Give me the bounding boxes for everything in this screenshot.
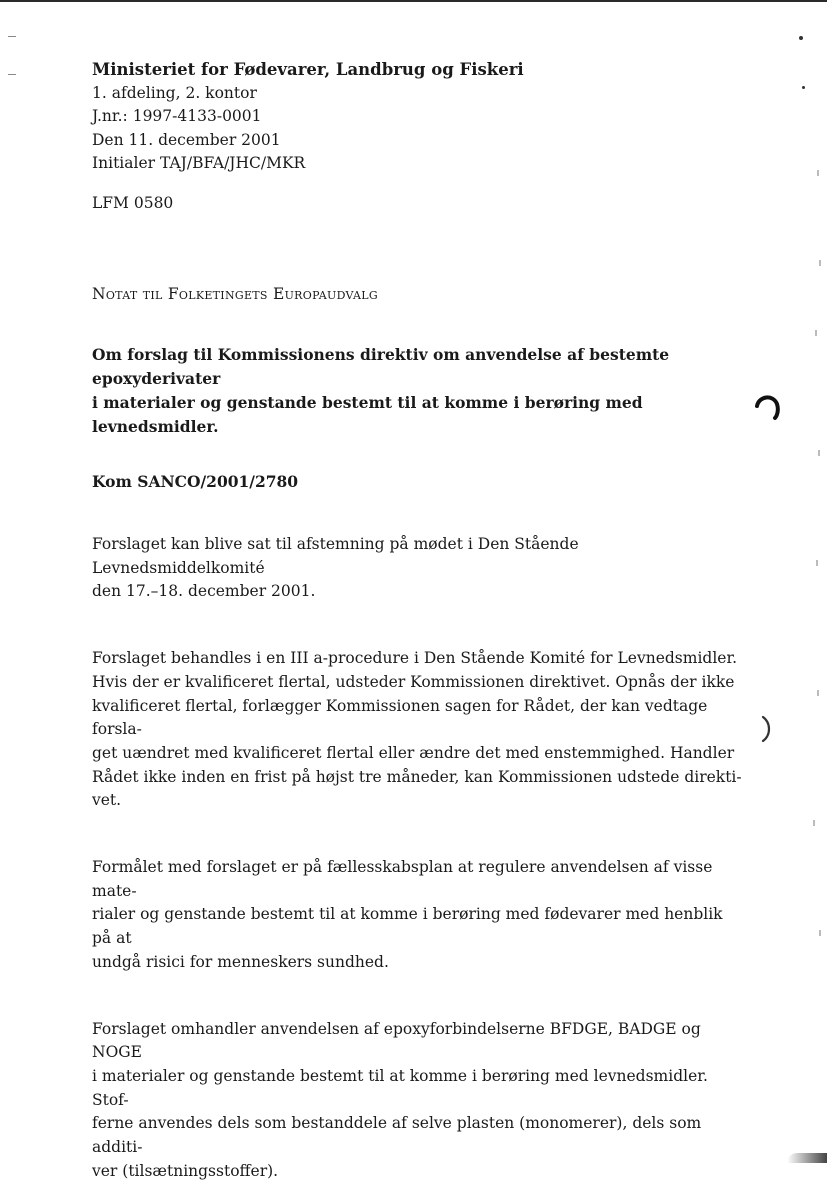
paragraph-line: get uændret med kvalificeret flertal eller ændre det med enstemmighed. Handler [92, 743, 735, 762]
paragraph-procedure [92, 647, 742, 813]
document-date: Den 11. december 2001 [92, 130, 281, 149]
scan-speck [817, 690, 819, 696]
paragraph-line: Forslaget behandles i en III a-procedure i Den Stående Komité for Levnedsmidler. [92, 649, 738, 668]
scan-speck [816, 560, 818, 566]
paragraph-line: Rådet ikke inden en frist på højst tre måneder, kan Kommissionen udstede direkti- [92, 767, 742, 786]
paragraph-purpose [92, 856, 742, 975]
scan-speck [813, 820, 815, 826]
paragraph-line: kvalificeret flertal, forlægger Kommissionen sagen for Rådet, der kan vedtage forsla- [92, 696, 708, 739]
journal-number: J.nr.: 1997-4133-0001 [92, 107, 262, 125]
scan-top-border [0, 0, 827, 2]
paragraph-line: rialer og genstande bestemt til at komme i berøring med fødevarer med henblik på at [92, 905, 723, 948]
scan-corner-smudge [787, 1153, 827, 1163]
scan-speck [818, 450, 820, 456]
paragraph-line: ver (tilsætningsstoffer). [92, 1161, 279, 1180]
scan-speck [799, 36, 803, 40]
paragraph-line: Formålet med forslaget er på fællesskabsplan at regulere anvendelsen af visse mate- [92, 858, 713, 900]
paragraph-line: vet. [92, 791, 122, 810]
letterhead [92, 58, 742, 176]
scan-speck [8, 36, 16, 37]
scan-speck [815, 330, 817, 336]
document-page [92, 58, 742, 1183]
scan-mark-arc [753, 392, 783, 422]
paragraph-scope [92, 1018, 742, 1183]
paragraph-line: Hvis der er kvalificeret flertal, udsteder Kommissionen direktivet. Opnås der ikke [92, 672, 735, 691]
reference-code: LFM 0580 [92, 193, 174, 212]
scan-mark-paren [759, 714, 775, 744]
scan-speck [819, 930, 821, 936]
paragraph-line: den 17.–18. december 2001. [92, 582, 316, 601]
paragraph-line: Forslaget kan blive sat til afstemning på mødet i Den Stående Levnedsmiddelkomité [92, 535, 579, 577]
document-title: Notat til Folketingets Europaudvalg [92, 285, 378, 303]
paragraph-voting [92, 533, 742, 604]
initials-line: Initialer TAJ/BFA/JHC/MKR [92, 154, 306, 172]
paragraph-line: i materialer og genstande bestemt til at komme i berøring med levnedsmidler. Stof- [92, 1066, 708, 1109]
paragraph-line: ferne anvendes dels som bestanddele af selve plasten (monomerer), dels som additi- [92, 1114, 702, 1157]
ministry-name: Ministeriet for Fødevarer, Landbrug og Fiskeri [92, 60, 524, 79]
subject-line-1: Om forslag til Kommissionens direktiv om anvendelse af bestemte epoxyderivater [92, 345, 670, 388]
paragraph-line: Forslaget omhandler anvendelsen af epoxyforbindelserne BFDGE, BADGE og NOGE [92, 1019, 701, 1062]
department-line: 1. afdeling, 2. kontor [92, 83, 257, 102]
kom-reference: Kom SANCO/2001/2780 [92, 472, 299, 491]
subject-heading [92, 343, 742, 439]
scan-speck [802, 86, 805, 89]
paragraph-line: undgå risici for menneskers sundhed. [92, 952, 389, 971]
scan-speck [819, 260, 821, 266]
scan-speck [817, 170, 819, 176]
scan-speck [8, 74, 16, 75]
subject-line-2: i materialer og genstande bestemt til at komme i berøring med levnedsmidler. [92, 393, 643, 436]
